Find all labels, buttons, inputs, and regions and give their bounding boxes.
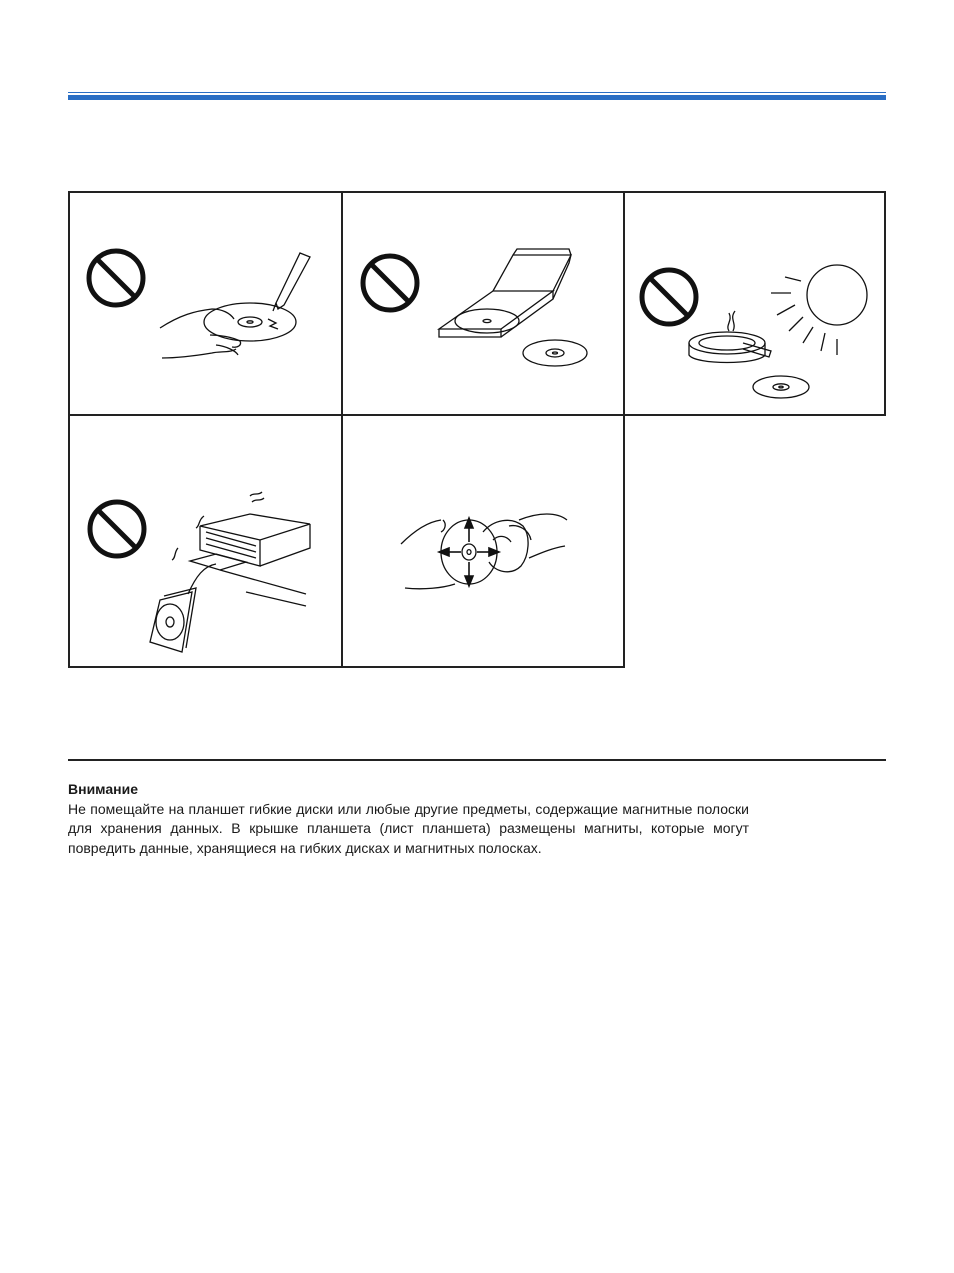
illustration-heat-sunlight [623,191,886,416]
caution-title: Внимание [68,781,138,797]
prohibition-icon [642,270,696,324]
arrows-icon [439,518,499,586]
header-rule-thin [68,92,886,93]
disc-case-icon [439,249,571,337]
disc-icon [523,340,587,366]
pen-icon [273,253,310,311]
caution-note [68,780,749,858]
illustration-disc-out-of-case [341,191,625,416]
magnetic-device-figure [70,416,345,670]
caution-body: Не помещайте на планшет гибкие диски или любые другие предметы, содержащие магнитные полоски для хранения данных. В крышке планшета (лист планшета) размещены магниты, которые могут повредить данные, хранящиеся на гибких дисках и магнитных полосках. [68,800,749,856]
header-rule-thick [68,95,886,100]
heat-sunlight-figure [625,193,888,418]
hand-icon [160,309,241,358]
prohibition-icon [363,256,417,310]
no-writing-figure [70,193,345,418]
illustration-magnetic-device [68,414,343,668]
ashtray-icon [689,311,771,363]
hand-right-icon [509,514,567,558]
illustration-grid [68,191,886,668]
disc-icon [753,376,809,398]
section-divider [68,759,886,761]
disc-sleeve-icon [150,564,216,652]
illustration-no-writing [68,191,343,416]
illustration-cleaning-disc [341,414,625,668]
prohibition-icon [89,251,143,305]
prohibition-icon [90,502,144,556]
sun-icon [771,265,867,355]
disc-out-of-case-figure [343,193,627,418]
cleaning-disc-figure [343,416,627,670]
header-rule [68,92,886,100]
